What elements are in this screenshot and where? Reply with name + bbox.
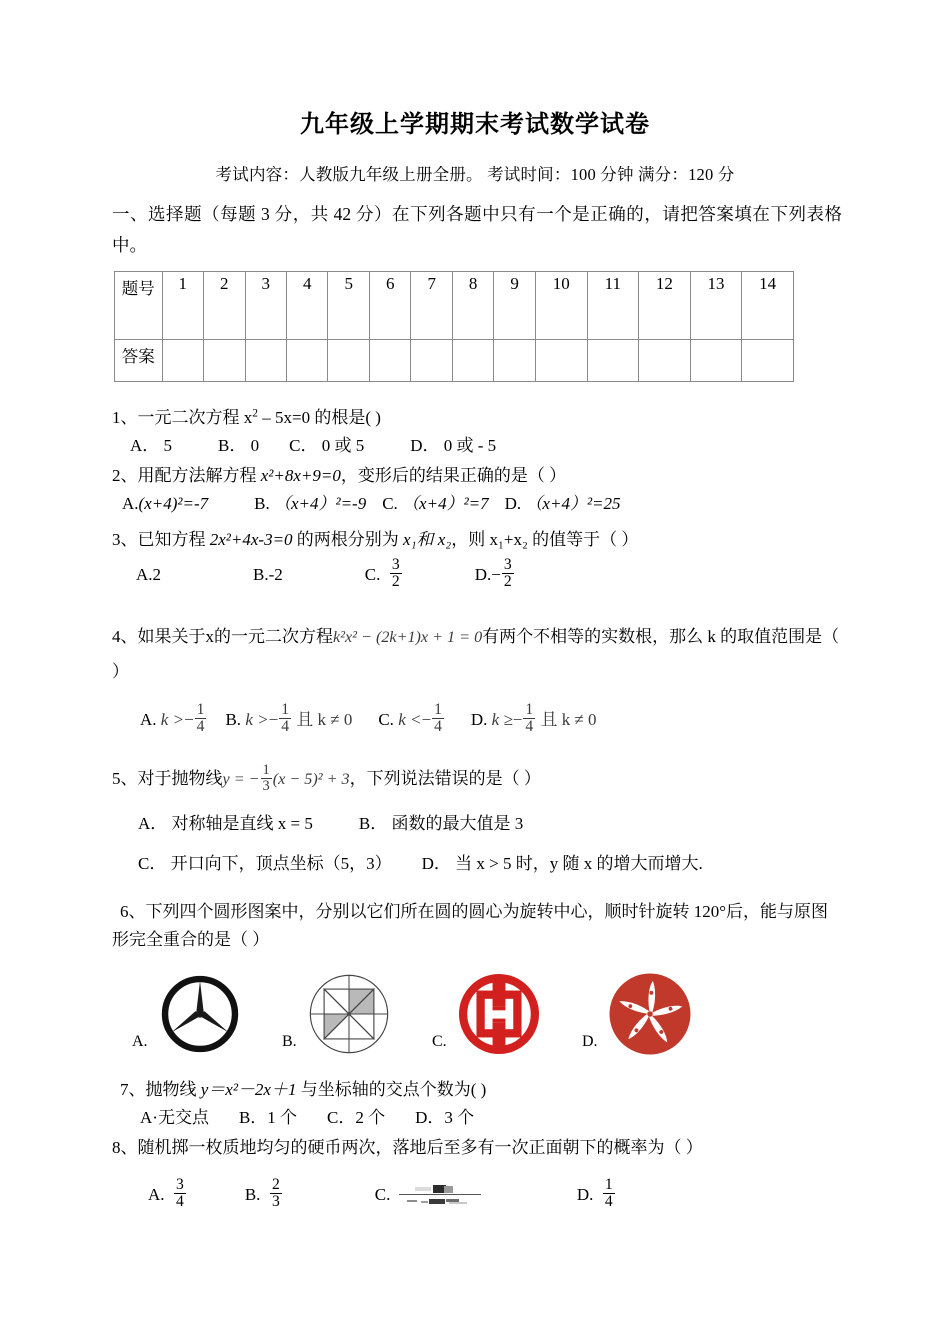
question-2-options (122, 490, 842, 518)
option-a[interactable]: A． 对称轴是直线 x = 5 (138, 813, 313, 833)
option-d[interactable]: D. − $\frac{3}{2}$ (474, 556, 512, 591)
question-5-options-row-2 (138, 850, 842, 878)
question-5-options-row-1 (138, 810, 842, 838)
question-4-number: 4、 (112, 626, 138, 646)
option-a[interactable]: A·无交点 (140, 1107, 209, 1127)
negative-sign: − (184, 709, 194, 729)
fraction-one-fourth: $\frac{1}{4}$ (525, 700, 534, 736)
table-row-question-numbers (115, 272, 794, 340)
question-7-number: 7、 (120, 1079, 146, 1099)
answer-blank-cell[interactable] (328, 340, 369, 382)
figure-c-label: C. (432, 1032, 447, 1050)
option-c[interactable]: C． 开口向下，顶点坐标（5，3） (138, 853, 392, 873)
option-b[interactable]: B. （x+4）²=-9 (254, 494, 367, 513)
question-2-stem-pre: 用配方法解方程 (137, 466, 261, 485)
question-3-roots: x₁和 x₂ (403, 530, 452, 549)
figure-option-c[interactable] (432, 968, 582, 1060)
option-d[interactable]: D. （x+4）²=25 (504, 494, 621, 513)
table-cell-number: 3 (245, 272, 286, 340)
question-6-stem (112, 898, 842, 954)
table-cell-number: 13 (690, 272, 742, 340)
option-b[interactable]: B． 0 (218, 436, 260, 455)
answer-blank-cell[interactable] (287, 340, 328, 382)
answer-blank-cell[interactable] (535, 340, 587, 382)
question-7-equation: y＝x²－2x＋1 (200, 1079, 297, 1099)
question-7-stem-pre: 抛物线 (145, 1079, 201, 1099)
question-3-stem-post: ，则 x₁+x₂ 的值等于（ ） (451, 530, 639, 549)
table-cell-number: 2 (204, 272, 245, 340)
option-d[interactable]: D. k ≥ − $\frac{1}{4}$ 且 k ≠ 0 (470, 700, 597, 736)
fraction-one-fourth: $\frac{1}{4}$ (604, 1175, 613, 1211)
fraction-one-fourth: $\frac{1}{4}$ (196, 700, 205, 736)
question-7 (112, 1076, 842, 1132)
question-3 (112, 526, 842, 592)
row-label-answer: 答案 (115, 340, 163, 382)
answer-blank-cell[interactable] (369, 340, 410, 382)
question-5-stem-pre: 对于抛物线 (137, 768, 223, 788)
question-3-stem-pre: 已知方程 (137, 530, 210, 549)
question-3-options (136, 558, 842, 592)
option-a[interactable]: A． 5 (130, 436, 173, 455)
fraction-three-halves: $\frac{3}{2}$ (391, 556, 400, 591)
question-5-equation-post: (x − 5)² + 3 (272, 770, 350, 788)
table-row-answers (115, 340, 794, 382)
table-cell-number: 5 (328, 272, 369, 340)
option-c[interactable]: C．2 个 (327, 1107, 386, 1127)
question-4-equation: k²x² − (2k+1)x + 1 = 0 (333, 628, 483, 646)
option-a[interactable]: A. k > − $\frac{1}{4}$ (140, 700, 205, 736)
option-c[interactable]: C. k < − $\frac{1}{4}$ (378, 700, 442, 736)
table-cell-number: 14 (742, 272, 794, 340)
question-5-number: 5、 (112, 768, 138, 788)
fraction-two-thirds: $\frac{2}{3}$ (271, 1175, 280, 1211)
question-1-stem (112, 404, 842, 432)
question-7-stem-post: 与坐标轴的交点个数为( ) (296, 1079, 487, 1099)
option-c[interactable]: C． 0 或 5 (289, 436, 365, 455)
figure-option-b[interactable] (282, 968, 432, 1060)
question-2-stem-post: ，变形后的结果正确的是（ ） (340, 466, 567, 485)
figure-b-label: B. (282, 1032, 297, 1050)
option-a[interactable]: A. 2 (136, 564, 162, 584)
question-1 (112, 404, 842, 460)
table-cell-number: 12 (639, 272, 691, 340)
option-b[interactable]: B. -2 (253, 564, 283, 584)
option-b[interactable]: B． 函数的最大值是 3 (358, 813, 524, 833)
table-cell-number: 8 (452, 272, 493, 340)
question-5-stem-post: ，下列说法错误的是（ ） (349, 768, 541, 788)
option-d[interactable]: D．3 个 (415, 1107, 475, 1127)
option-d[interactable]: D． 当 x > 5 时，y 随 x 的增大而增大. (421, 853, 703, 873)
question-6-stem-text: 下列四个圆形图案中，分别以它们所在圆的圆心为旋转中心，顺时针旋转 120°后，能与原图形完全重合的是（ ） (112, 901, 829, 949)
negative-sign: − (268, 709, 279, 729)
fraction-one-fourth: $\frac{1}{4}$ (434, 700, 442, 736)
question-4-stem (112, 620, 842, 689)
question-6-number: 6、 (120, 901, 146, 921)
question-3-equation: 2x²+4x-3=0 (209, 530, 293, 549)
question-4 (112, 620, 842, 737)
answer-blank-cell[interactable] (452, 340, 493, 382)
answer-blank-cell[interactable] (204, 340, 245, 382)
question-7-options (140, 1104, 842, 1132)
answer-blank-cell[interactable] (411, 340, 452, 382)
table-cell-number: 11 (587, 272, 639, 340)
fraction-three-fourths: $\frac{3}{4}$ (176, 1175, 184, 1211)
section-one-intro: 一、选择题（每题 3 分，共 42 分）在下列各题中只有一个是正确的，请把答案填在下列表格中。 (112, 204, 842, 255)
exam-content (0, 199, 950, 1212)
answer-grid-table (114, 271, 794, 382)
row-label-question-number: 题号 (115, 272, 163, 340)
fraction-one-fourth: $\frac{1}{4}$ (281, 700, 289, 736)
question-3-number: 3、 (112, 530, 138, 549)
answer-blank-cell[interactable] (587, 340, 639, 382)
question-8 (112, 1134, 842, 1212)
question-8-stem-text: 随机掷一枚质地均匀的硬币两次，落地后至多有一次正面朝下的概率为（ ） (137, 1137, 703, 1157)
option-a[interactable]: A.(x+4)²=-7 (122, 494, 209, 513)
question-6 (112, 898, 842, 1060)
table-cell-number: 10 (535, 272, 587, 340)
fraction-one-third: $\frac{1}{3}$ (262, 762, 270, 795)
question-6-figures (132, 968, 842, 1060)
table-cell-number: 7 (411, 272, 452, 340)
question-5 (112, 763, 842, 878)
answer-blank-cell[interactable] (245, 340, 286, 382)
figure-d-label: D. (582, 1032, 598, 1050)
table-cell-number: 4 (287, 272, 328, 340)
option-c[interactable]: C. （x+4）²=7 (382, 494, 489, 513)
option-c[interactable]: C. $\frac{3}{2}$ (364, 556, 400, 591)
answer-blank-cell[interactable] (742, 340, 794, 382)
fraction-three-halves: $\frac{3}{2}$ (503, 556, 512, 591)
bank-of-china-logo (453, 968, 545, 1060)
option-b[interactable]: B. k > − $\frac{1}{4}$ 且 k ≠ 0 (225, 700, 353, 736)
question-2 (112, 462, 842, 518)
table-cell-number: 6 (369, 272, 410, 340)
question-2-equation: x²+8x+9=0 (260, 466, 341, 485)
figure-option-a[interactable] (132, 968, 282, 1060)
question-8-number: 8、 (112, 1137, 138, 1157)
corrupted-fraction-artifact (399, 1182, 481, 1208)
question-5-equation-pre: y = − (222, 770, 260, 788)
question-1-exponent: 2 (252, 406, 259, 420)
option-b[interactable]: B．1 个 (238, 1107, 298, 1127)
question-1-options (130, 432, 842, 460)
negative-sign: − (491, 564, 501, 584)
question-8-options (148, 1175, 842, 1212)
question-4-stem-pre: 如果关于x的一元二次方程 (137, 626, 333, 646)
question-3-stem (112, 526, 842, 554)
table-cell-number: 1 (162, 272, 203, 340)
option-d[interactable]: D． 0 或 - 5 (410, 436, 497, 455)
negative-sign: − (512, 709, 523, 729)
page-title: 九年级上学期期末考试数学试卷 (300, 112, 650, 138)
question-1-stem-post: – 5x=0 的根是( ) (258, 408, 381, 427)
table-cell-number: 9 (494, 272, 535, 340)
question-8-stem (112, 1134, 842, 1162)
negative-sign: − (421, 709, 432, 729)
hong-kong-bauhinia-logo (604, 968, 696, 1060)
pinwheel-figure (303, 968, 395, 1060)
question-1-stem-pre: 一元二次方程 x (137, 408, 253, 427)
question-4-stem-post: 有两个不相等的实数根，那么 k 的取值范围是（ ） (112, 626, 840, 681)
question-2-number: 2、 (112, 466, 138, 485)
question-2-stem (112, 462, 842, 490)
question-7-stem (120, 1076, 842, 1104)
answer-blank-cell[interactable] (162, 340, 203, 382)
figure-option-d[interactable] (582, 968, 732, 1060)
question-3-stem-mid: 的两根分别为 (292, 530, 404, 549)
option-a[interactable]: A. $\frac{3}{4}$ (148, 1175, 184, 1211)
mercedes-star-logo (154, 968, 246, 1060)
question-5-stem (112, 763, 842, 796)
question-4-options (140, 700, 842, 737)
exam-subtitle: 考试内容：人教版九年级上册全册。 考试时间：100 分钟 满分：120 分 (215, 165, 735, 184)
option-b[interactable]: B. $\frac{2}{3}$ (244, 1175, 280, 1211)
figure-a-label: A. (132, 1032, 148, 1050)
option-c[interactable]: C. (375, 1181, 481, 1209)
answer-blank-cell[interactable] (690, 340, 742, 382)
answer-blank-cell[interactable] (639, 340, 691, 382)
question-1-number: 1、 (112, 408, 138, 427)
answer-blank-cell[interactable] (494, 340, 535, 382)
option-d[interactable]: D. $\frac{1}{4}$ (576, 1175, 613, 1211)
